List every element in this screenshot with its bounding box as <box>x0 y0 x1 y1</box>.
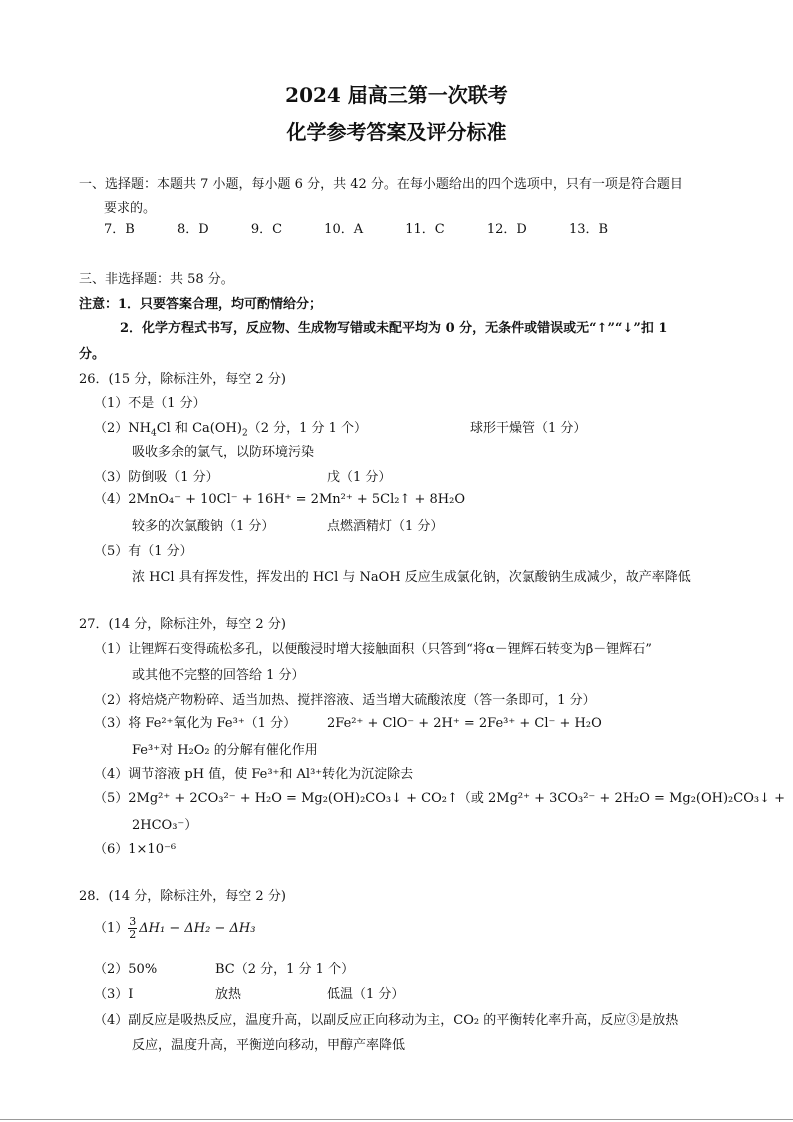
q26-part5: （5）有（1 分） <box>94 544 193 559</box>
q28-part1: （1） $\frac{3}{2}$ ΔH₁ − ΔH₂ − ΔH₃ <box>94 915 256 941</box>
q28-part2-right: BC（2 分，1 分 1 个） <box>215 962 355 977</box>
q27-part3: （3）将 Fe²⁺氧化为 Fe³⁺（1 分） <box>94 716 297 731</box>
q28-part3-c: 低温（1 分） <box>327 987 405 1002</box>
answer-10: 10．A <box>324 222 364 237</box>
section1-answers <box>104 222 608 238</box>
q27-part3-right: 2Fe²⁺ + ClO⁻ + 2H⁺ = 2Fe³⁺ + Cl⁻ + H₂O <box>327 716 602 731</box>
q28-title: 28．(14 分，除标注外，每空 2 分) <box>79 889 286 904</box>
answer-8: 8．D <box>176 222 209 237</box>
q26-part4-equation: （4）2MnO₄⁻ + 10Cl⁻ + 16H⁺ = 2Mn²⁺ + 5Cl₂↑ + 8H₂O <box>94 492 465 507</box>
q27-part1: （1）让锂辉石变得疏松多孔，以便酸浸时增大接触面积（只答到“将α－锂辉石转变为β－锂辉石” <box>94 642 652 657</box>
section3-heading: 三、非选择题：共 58 分。 <box>79 272 234 287</box>
q28-part4-line2: 反应，温度升高，平衡逆向移动，甲醇产率降低 <box>132 1038 406 1053</box>
q26-title: 26．(15 分，除标注外，每空 2 分) <box>79 372 286 387</box>
q28-part3-b: 放热 <box>215 987 242 1002</box>
q26-part3: （3）防倒吸（1 分） <box>94 470 219 485</box>
answer-11: 11．C <box>405 222 445 237</box>
section1-heading: 一、选择题：本题共 7 小题，每小题 6 分，共 42 分。在每小题给出的四个选项中，只有一项是符合题目 <box>79 177 683 192</box>
page-subtitle: 化学参考答案及评分标准 <box>286 120 507 144</box>
q26-part3-right: 戊（1 分） <box>327 470 392 485</box>
q26-part2-right: 球形干燥管（1 分） <box>470 421 587 436</box>
page-title: 2024 届高三第一次联考 <box>285 83 508 107</box>
q27-part6: （6）1×10⁻⁶ <box>94 842 177 857</box>
q27-part5: （5）2Mg²⁺ + 2CO₃²⁻ + H₂O = Mg₂(OH)₂CO₃↓ + CO₂↑（或 2Mg²⁺ + 3CO₃²⁻ + 2H₂O = Mg₂(OH)₂CO₃↓ + <box>94 791 785 806</box>
answer-7: 7．B <box>104 222 135 237</box>
q28-part3: （3）Ⅰ <box>94 987 134 1002</box>
section1-heading-cont: 要求的。 <box>104 201 157 216</box>
note-2-cont: 分。 <box>79 347 106 362</box>
note-2: 2．化学方程式书写，反应物、生成物写错或未配平均为 0 分，无条件或错误或无“↑”“↓”扣 1 <box>120 321 668 336</box>
q27-part5-line2: 2HCO₃⁻） <box>132 818 198 833</box>
q28-part4: （4）副反应是吸热反应，温度升高，以副反应正向移动为主，CO₂ 的平衡转化率升高，反应③是放热 <box>94 1013 679 1028</box>
q27-title: 27．(14 分，除标注外，每空 2 分) <box>79 617 286 632</box>
q27-part2: （2）将焙烧产物粉碎、适当加热、搅拌溶液、适当增大硫酸浓度（答一条即可，1 分） <box>94 693 596 708</box>
q26-part4-right: 点燃酒精灯（1 分） <box>327 519 444 534</box>
q26-part5-line2: 浓 HCl 具有挥发性，挥发出的 HCl 与 NaOH 反应生成氯化钠，次氯酸钠生成减少，故产率降低 <box>132 570 691 585</box>
q26-part4-left: 较多的次氯酸钠（1 分） <box>132 519 275 534</box>
q28-part2: （2）50% <box>94 962 158 977</box>
page-bottom-divider <box>0 1119 793 1120</box>
q27-part1-line2: 或其他不完整的回答给 1 分） <box>132 668 305 683</box>
answer-13: 13．B <box>569 222 609 237</box>
q27-part4: （4）调节溶液 pH 值，使 Fe³⁺和 Al³⁺转化为沉淀除去 <box>94 767 414 782</box>
answer-9: 9．C <box>250 222 283 237</box>
q27-part3-line2: Fe³⁺对 H₂O₂ 的分解有催化作用 <box>132 743 318 758</box>
q26-part2: $(2)NH_4Cl$ 和 $Ca(OH)_2(2$ 分，1 分 1 个） <box>94 421 368 439</box>
q26-part1: （1）不是（1 分） <box>94 396 206 411</box>
answer-12: 12．D <box>486 222 527 237</box>
fraction-three-halves: $\frac{3}{2}$ <box>129 915 137 941</box>
q26-part2-line2: 吸收多余的氯气，以防环境污染 <box>132 445 315 460</box>
note-1: 注意：1．只要答案合理，均可酌情给分； <box>79 297 323 312</box>
